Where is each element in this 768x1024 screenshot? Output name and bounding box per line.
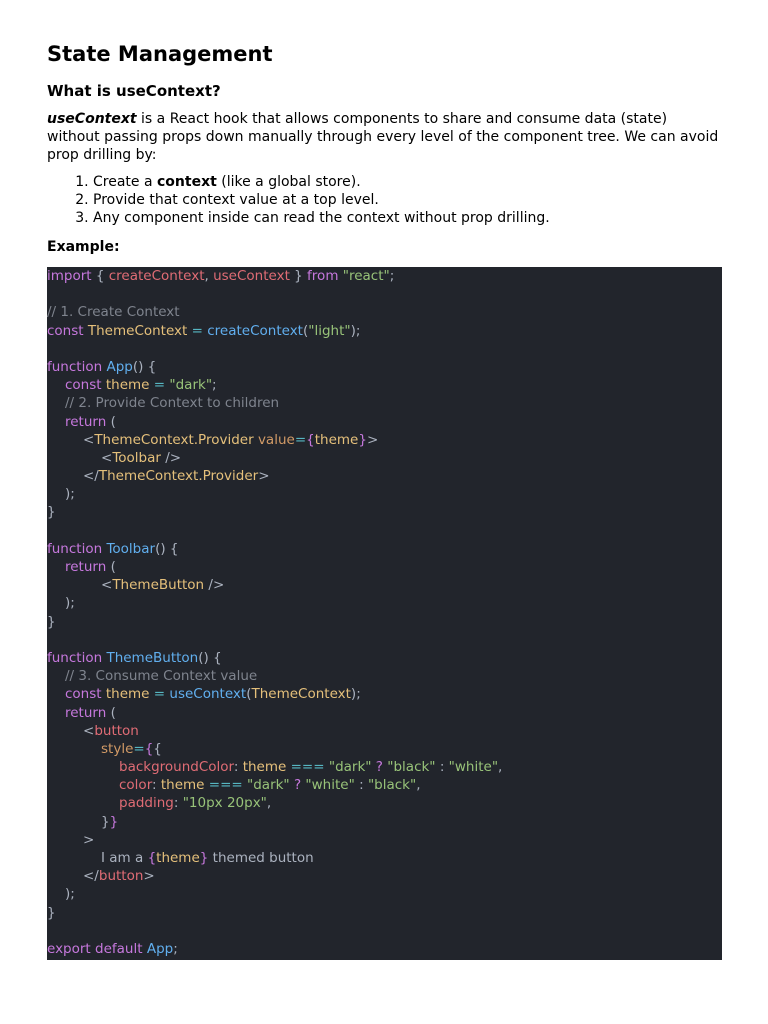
code-token: theme: [160, 777, 205, 794]
code-token: />: [204, 577, 225, 594]
code-token: =: [191, 322, 203, 339]
code-token: default: [95, 940, 143, 957]
code-token: () {: [132, 358, 157, 375]
step-text: Create a: [93, 174, 157, 190]
list-item: [93, 209, 722, 227]
code-token: "white": [305, 777, 355, 794]
code-token: button: [98, 868, 144, 885]
code-token: ===: [290, 759, 325, 776]
code-line: [47, 758, 722, 776]
list-item: [93, 191, 722, 209]
code-line: [47, 794, 722, 812]
code-token: from: [307, 268, 339, 284]
code-token: (: [246, 686, 252, 703]
code-token: }: [47, 504, 56, 521]
code-token: :: [173, 795, 183, 812]
code-token: "10px 20px": [182, 795, 267, 812]
code-token: // 1. Create Context: [47, 304, 180, 321]
code-token: export: [47, 940, 91, 957]
code-token: "white": [448, 759, 499, 776]
page-title: State Management: [47, 42, 273, 66]
code-token: App: [146, 940, 174, 957]
step-bold: context: [157, 174, 217, 190]
code-token: ThemeContext.Provider: [98, 468, 259, 485]
intro-paragraph: [47, 110, 722, 164]
code-token: );: [350, 686, 361, 703]
code-token: </: [83, 868, 99, 885]
code-token: // 2. Provide Context to children: [65, 395, 280, 412]
code-line: [47, 267, 722, 285]
code-token: ,: [416, 777, 421, 794]
step-text: Any component inside can read the context without prop drilling.: [93, 210, 550, 226]
code-token: ,: [204, 268, 214, 284]
code-token: function: [47, 540, 103, 557]
code-line: [47, 867, 722, 885]
section-heading: What is useContext?: [47, 82, 221, 100]
code-token: {: [306, 431, 315, 448]
intro-term: useContext: [47, 111, 137, 127]
code-token: }: [358, 431, 367, 448]
code-token: />: [160, 449, 182, 466]
code-token: ;: [212, 377, 217, 394]
step-text-end: (like a global store).: [216, 174, 361, 190]
intro-text: is a React hook that allows components to share and consume data (state) without passing props down manually through every level of the component tree. We can avoid prop drilling by:: [47, 111, 719, 163]
code-token: const: [65, 377, 102, 394]
code-line: [47, 831, 722, 849]
code-token: >: [83, 831, 95, 848]
code-line: [47, 540, 722, 558]
code-token: () {: [155, 540, 179, 557]
code-token: "dark": [169, 377, 213, 394]
code-line: [47, 394, 722, 412]
code-token: themed button: [208, 850, 314, 866]
code-token: }: [47, 904, 56, 921]
code-line: [47, 776, 722, 794]
code-token: ThemeButton: [112, 577, 205, 594]
code-token: "light": [308, 322, 351, 339]
code-token: value: [257, 431, 295, 448]
code-token: >: [258, 468, 270, 485]
code-token: "black": [387, 759, 436, 776]
code-token: ;: [389, 268, 395, 284]
code-token: theme: [242, 759, 287, 776]
code-token: </: [83, 468, 99, 485]
code-line: [47, 376, 722, 394]
code-token: ThemeContext.Provider: [94, 431, 254, 448]
code-token: <: [101, 449, 113, 466]
code-line: [47, 285, 722, 303]
code-token: Toolbar: [106, 540, 156, 557]
code-line: [47, 922, 722, 940]
code-token: ;: [173, 940, 178, 957]
list-item: [93, 173, 722, 191]
code-line: [47, 558, 722, 576]
code-token: {: [91, 268, 109, 284]
code-line: [47, 485, 722, 503]
code-line: [47, 849, 722, 867]
code-token: return: [65, 559, 107, 575]
code-token: {: [144, 740, 154, 757]
code-token: <: [101, 577, 113, 594]
code-token: createContext: [207, 322, 303, 339]
code-token: {: [147, 850, 157, 866]
code-token: }: [47, 613, 56, 630]
code-token: I am a: [101, 850, 148, 866]
code-token: );: [65, 595, 75, 612]
code-token: (: [106, 559, 116, 575]
code-token: <: [83, 722, 95, 739]
code-line: [47, 340, 722, 358]
code-line: [47, 813, 722, 831]
code-token: }: [101, 813, 110, 830]
code-token: }: [109, 813, 119, 830]
code-token: =: [153, 377, 166, 394]
code-token: }: [289, 268, 308, 284]
steps-list: [47, 173, 722, 227]
code-token: theme: [314, 431, 359, 448]
code-token: backgroundColor: [119, 759, 234, 776]
code-token: function: [47, 649, 103, 666]
code-token: () {: [198, 649, 222, 666]
document-page: [47, 40, 722, 960]
code-token: >: [366, 431, 379, 448]
code-token: ThemeContext: [251, 686, 351, 703]
code-line: [47, 467, 722, 485]
code-token: );: [65, 886, 75, 903]
code-block: [47, 267, 722, 960]
code-line: [47, 449, 722, 467]
code-token: ===: [208, 777, 243, 794]
code-token: theme: [105, 377, 150, 394]
code-line: [47, 940, 722, 958]
code-token: useContext: [213, 268, 290, 284]
code-token: :: [152, 777, 161, 794]
code-token: =: [153, 686, 166, 703]
code-token: App: [106, 358, 133, 375]
code-line: [47, 649, 722, 667]
code-token: theme: [156, 850, 200, 866]
code-line: [47, 413, 722, 431]
code-token: =: [133, 740, 145, 757]
code-token: (: [106, 413, 116, 430]
code-token: ?: [375, 759, 383, 776]
code-line: [47, 594, 722, 612]
code-token: =: [294, 431, 307, 448]
code-token: "react": [342, 268, 390, 284]
code-token: (: [106, 704, 116, 721]
code-token: {: [153, 740, 162, 757]
code-line: [47, 431, 722, 449]
code-token: "dark": [328, 759, 372, 776]
code-line: [47, 667, 722, 685]
code-line: [47, 576, 722, 594]
code-line: [47, 740, 722, 758]
code-token: padding: [119, 795, 174, 812]
code-line: [47, 613, 722, 631]
code-line: [47, 322, 722, 340]
code-line: [47, 522, 722, 540]
code-token: );: [65, 486, 75, 503]
code-line: [47, 885, 722, 903]
code-token: ,: [266, 795, 272, 812]
code-line: [47, 722, 722, 740]
code-line: [47, 631, 722, 649]
example-label: Example:: [47, 239, 120, 255]
code-token: const: [65, 686, 102, 703]
code-token: color: [119, 777, 153, 794]
code-token: :: [435, 759, 449, 776]
code-token: <: [83, 431, 95, 448]
code-line: [47, 358, 722, 376]
code-token: theme: [105, 686, 150, 703]
code-token: style: [101, 740, 134, 757]
code-line: [47, 685, 722, 703]
code-token: ThemeContext: [87, 322, 188, 339]
code-token: function: [47, 358, 103, 375]
code-token: >: [143, 868, 155, 885]
code-token: }: [199, 850, 209, 866]
code-token: );: [350, 322, 361, 339]
code-token: import: [47, 268, 92, 284]
code-token: :: [354, 777, 368, 794]
code-token: :: [233, 759, 243, 776]
code-token: "dark": [247, 777, 290, 794]
code-token: return: [65, 413, 107, 430]
code-line: [47, 704, 722, 722]
code-token: button: [94, 722, 139, 739]
code-token: // 3. Consume Context value: [65, 668, 258, 685]
code-token: (: [302, 322, 309, 339]
code-token: ThemeButton: [106, 649, 199, 666]
code-token: return: [65, 704, 107, 721]
code-token: createContext: [108, 268, 205, 284]
code-token: ?: [293, 777, 302, 794]
step-text: Provide that context value at a top level.: [93, 192, 379, 208]
code-token: "black": [367, 777, 417, 794]
code-token: ,: [498, 759, 503, 776]
code-token: useContext: [169, 686, 247, 703]
code-token: const: [47, 322, 84, 339]
code-line: [47, 503, 722, 521]
code-line: [47, 904, 722, 922]
code-token: Toolbar: [112, 449, 161, 466]
code-line: [47, 303, 722, 321]
